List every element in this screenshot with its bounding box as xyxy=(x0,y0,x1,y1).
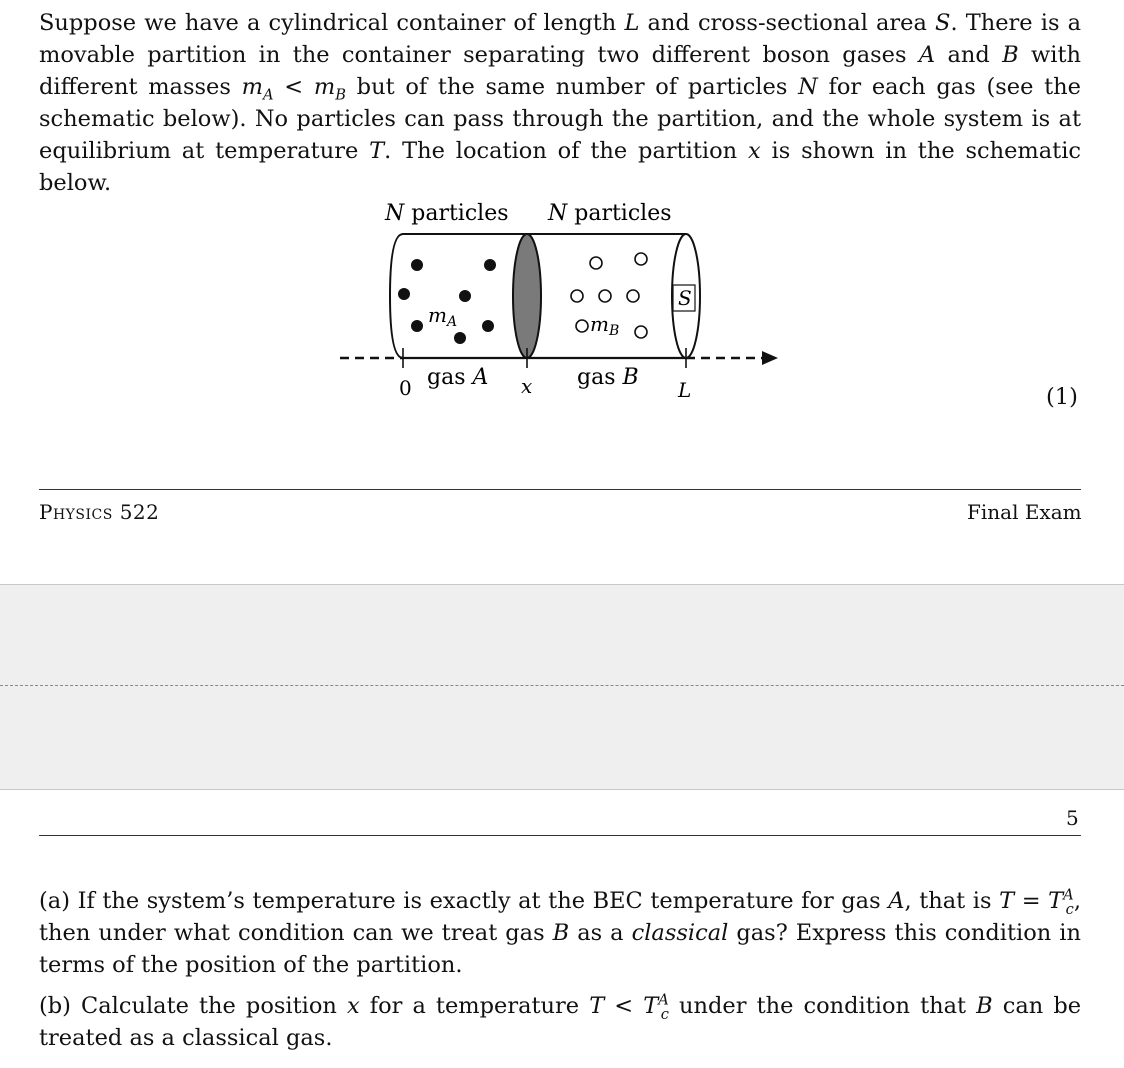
particle-b xyxy=(635,326,647,338)
part-a-text-3: , then under what condition can we treat gas xyxy=(39,888,1082,946)
length-symbol: L xyxy=(624,10,640,36)
intro-text-5: but of the same number of particles xyxy=(356,74,788,100)
particle-a xyxy=(482,320,494,332)
question-part-b xyxy=(39,990,1081,1054)
gas-a-symbol: A xyxy=(918,42,936,68)
particle-b xyxy=(590,257,602,269)
right-particles-label: N particles xyxy=(548,201,672,226)
gas-a-particles xyxy=(398,259,496,344)
critical-temperature-a: $T^A_c$ xyxy=(643,991,669,1023)
part-a-text-2: , that is xyxy=(904,888,992,914)
page-break xyxy=(0,584,1124,790)
gas-a-symbol: A xyxy=(888,888,905,914)
and-word: and xyxy=(947,42,990,68)
part-b-text-1: Calculate the position xyxy=(81,993,337,1019)
intro-text-7: . The location of the partition xyxy=(384,138,738,164)
area-symbol: S xyxy=(935,10,951,36)
gas-a-label: gas A xyxy=(427,365,489,390)
page-number: 5 xyxy=(1066,806,1079,830)
gas-b-label: gas B xyxy=(577,365,639,390)
gas-b-symbol: B xyxy=(976,993,993,1019)
particle-b xyxy=(599,290,611,302)
intro-text-3: . There is a movable partition in the container separating two different boson gases xyxy=(39,10,1082,68)
particle-a xyxy=(454,332,466,344)
particle-a xyxy=(411,259,423,271)
mass-b-label: $m_B$ xyxy=(590,312,620,339)
particle-a xyxy=(459,290,471,302)
left-particles-label: N particles xyxy=(385,201,509,226)
position-axis xyxy=(340,348,778,368)
mass-b-symbol: $m_B$ xyxy=(313,74,346,104)
part-a-text-4: as a xyxy=(577,920,624,946)
particle-a xyxy=(398,288,410,300)
equation-number: (1) xyxy=(1046,384,1078,410)
particle-b xyxy=(576,320,588,332)
part-a-text-5: gas? Express this condition in terms of the position of the partition. xyxy=(39,920,1081,978)
particle-a xyxy=(484,259,496,271)
temperature-symbol: T xyxy=(589,993,605,1019)
axis-zero-label: 0 xyxy=(399,376,412,400)
critical-temperature-a: $T^A_c$ xyxy=(1048,886,1074,918)
exam-name: Final Exam xyxy=(967,500,1082,524)
axis-L-label: L xyxy=(678,378,692,402)
particle-b xyxy=(627,290,639,302)
course-name: Physics 522 xyxy=(39,500,160,524)
movable-partition xyxy=(513,234,541,358)
less-than: < xyxy=(284,74,304,100)
particle-a xyxy=(411,320,423,332)
footer-rule xyxy=(39,489,1081,490)
intro-text-4: with different masses xyxy=(39,42,1082,100)
axis-x-label: x xyxy=(521,374,533,398)
problem-statement xyxy=(39,7,1081,199)
particle-b xyxy=(571,290,583,302)
particle-number-symbol: N xyxy=(798,74,818,100)
cylinder-schematic xyxy=(0,190,1124,420)
classical-word: classical xyxy=(631,920,729,946)
part-a-label: (a) xyxy=(39,888,70,914)
equals-sign: = xyxy=(1021,888,1041,914)
gas-b-symbol: B xyxy=(1002,42,1019,68)
mass-a-label: $m_A$ xyxy=(428,303,458,330)
header-rule xyxy=(39,835,1081,836)
part-b-text-3: under the condition that xyxy=(679,993,967,1019)
temperature-symbol: T xyxy=(999,888,1015,914)
cylinder-body xyxy=(390,234,700,358)
intro-text-6: for each gas (see the schematic below). No particles can pass through the partition, and the whole system is at equilibrium at temperature xyxy=(39,74,1081,164)
part-b-label: (b) xyxy=(39,993,71,1019)
part-a-text-1: If the system’s temperature is exactly at the BEC temperature for gas xyxy=(77,888,881,914)
intro-text-8: is shown in the schematic below. xyxy=(39,138,1082,196)
particle-b xyxy=(635,253,647,265)
axis-arrowhead xyxy=(762,351,778,365)
intro-text-2: and cross-sectional area xyxy=(647,10,927,36)
page-break-divider xyxy=(0,685,1124,686)
area-label: S xyxy=(678,286,692,310)
less-than: < xyxy=(614,993,634,1019)
intro-text-1: Suppose we have a cylindrical container of length xyxy=(39,10,617,36)
gas-b-symbol: B xyxy=(552,920,570,946)
question-part-a xyxy=(39,885,1081,981)
position-symbol: x xyxy=(747,138,761,164)
mass-a-symbol: $m_A$ xyxy=(241,74,274,104)
part-b-text-2: for a temperature xyxy=(369,993,580,1019)
temperature-symbol: T xyxy=(369,138,385,164)
part-b-text-4: can be treated as a classical gas. xyxy=(39,993,1082,1051)
position-symbol: x xyxy=(346,993,360,1019)
